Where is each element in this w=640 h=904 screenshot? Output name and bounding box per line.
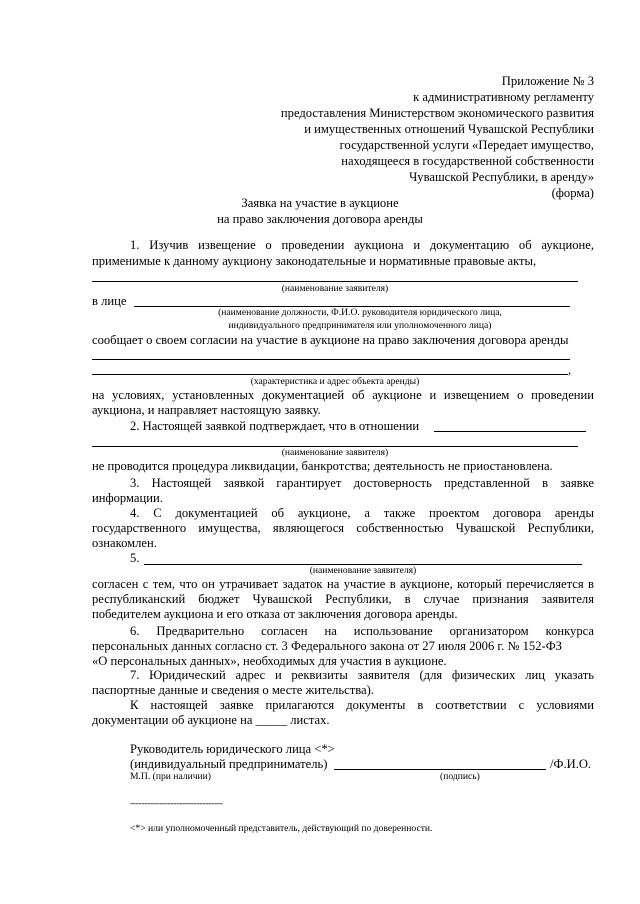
applicant-name-caption: (наименование заявителя): [281, 283, 389, 294]
deposit-line-2: республиканский бюджет Чувашской Республики, в случае признания заявителя: [92, 592, 594, 606]
paragraph-4-line-1: 4. С документацией об аукционе, а также проектом договора аренды: [130, 506, 594, 520]
conditions-line-1: на условиях, установленных документацией об аукционе и извещением о проведении: [92, 388, 594, 402]
applicant-name-field[interactable]: [92, 281, 578, 282]
paragraph-5-number: 5.: [130, 551, 140, 565]
paragraph-2: 2. Настоящей заявкой подтверждает, что в отношении: [130, 419, 420, 433]
footnote-text: <*> или уполномоченный представитель, действующий по доверенности.: [130, 823, 433, 834]
in-person-label: в лице: [92, 294, 127, 308]
paragraph-7-line-2: паспортные данные и сведения о месте жительства).: [92, 683, 374, 697]
signature-caption: (подпись): [440, 771, 480, 782]
footnote-rule: --------------------------------: [130, 798, 223, 809]
signature-head-label: Руководитель юридического лица <*>: [130, 742, 335, 756]
paragraph-4-line-2: государственного имущества, являющегося собственностью Чувашской Республики,: [92, 521, 594, 535]
header-line: находящееся в государственной собственности: [341, 154, 594, 168]
header-line: Чувашской Республики, в аренду»: [409, 170, 594, 184]
paragraph-2-field[interactable]: [434, 431, 586, 432]
document-title: Заявка на участие в аукционе: [241, 196, 399, 210]
document-subtitle: на право заключения договора аренды: [217, 212, 423, 226]
seal-label: М.П. (при наличии): [130, 771, 211, 782]
paragraph-6-line-2: персональных данных согласно ст. 3 Федерального закона от 27 июля 2006 г. № 152-ФЗ: [92, 639, 562, 653]
header-line: к административному регламенту: [413, 90, 594, 104]
conditions-line-2: аукциона, и направляет настоящую заявку.: [92, 403, 321, 417]
paragraph-1-line-1: 1. Изучив извещение о проведении аукциона и документацию об аукционе,: [130, 238, 594, 252]
representative-caption-line-1: (наименование должности, Ф.И.О. руководителя юридического лица,: [218, 307, 502, 318]
deposit-line-3: победителем аукциона и его отказа от заключения договора аренды.: [92, 607, 458, 621]
object-description-field-2[interactable]: [92, 374, 568, 375]
header-line: государственной услуги «Передает имущество,: [339, 138, 594, 152]
consent-statement: сообщает о своем согласии на участие в аукционе на право заключения договора аренды: [92, 333, 569, 347]
applicant-name-caption-3: (наименование заявителя): [309, 565, 417, 576]
header-line: предоставления Министерством экономического развития: [280, 106, 594, 120]
paragraph-3-line-1: 3. Настоящей заявкой гарантирует достоверность представленной в заявке: [130, 476, 594, 490]
signature-entrepreneur-label: (индивидуальный предприниматель): [130, 757, 328, 771]
form-label: (форма): [551, 186, 594, 200]
signature-field[interactable]: [334, 769, 546, 770]
applicant-name-caption-2: (наименование заявителя): [281, 447, 389, 458]
attachments-line-1: К настоящей заявке прилагаются документы в соответствии с условиями: [130, 698, 594, 712]
paragraph-6-line-1: 6. Предварительно согласен на использование организатором конкурса: [130, 624, 594, 638]
paragraph-4-line-3: ознакомлен.: [92, 536, 157, 550]
appendix-number: Приложение № 3: [501, 74, 594, 88]
representative-caption-line-2: индивидуального предпринимателя или уполномоченного лица): [228, 320, 492, 331]
header-line: и имущественных отношений Чувашской Республики: [304, 122, 594, 136]
object-caption: (характеристика и адрес объекта аренды): [250, 376, 420, 387]
fio-label: /Ф.И.О.: [550, 757, 592, 771]
object-description-field-1[interactable]: [92, 359, 570, 360]
paragraph-6-line-3: «О персональных данных», необходимых для участия в аукционе.: [92, 654, 447, 668]
deposit-line-1: согласен с тем, что он утрачивает задаток на участие в аукционе, который перечисляется в: [92, 577, 594, 591]
paragraph-7-line-1: 7. Юридический адрес и реквизиты заявителя (для физических лиц указать: [130, 668, 594, 682]
no-liquidation-statement: не проводится процедура ликвидации, банкротства; деятельность не приостановлена.: [92, 459, 553, 473]
comma: ,: [568, 363, 572, 377]
paragraph-1-line-2: применимые к данному аукциону законодательные и нормативные правовые акты,: [92, 254, 537, 268]
attachments-line-2: документации об аукционе на _____ листах.: [92, 713, 330, 727]
paragraph-3-line-2: информации.: [92, 491, 163, 505]
